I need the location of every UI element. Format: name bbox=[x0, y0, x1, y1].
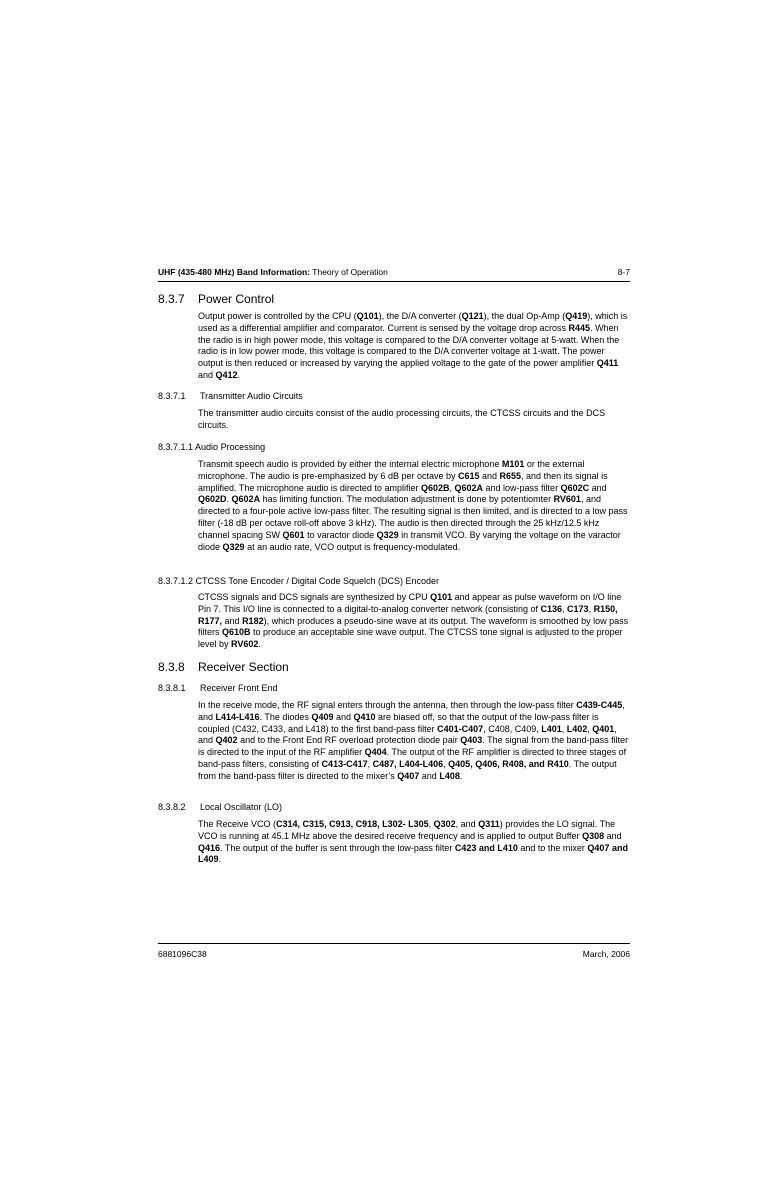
page-header bbox=[158, 266, 630, 278]
text-run: The Receive VCO ( bbox=[198, 819, 277, 829]
text-run: , bbox=[367, 758, 373, 769]
text-run: and to the mixer bbox=[517, 842, 588, 853]
text-run: , bbox=[443, 758, 449, 769]
text-run: has limiting function. The modulation adjustment is done by potentiomter bbox=[260, 494, 554, 505]
component-ref: Q601 bbox=[282, 529, 305, 540]
text-run: CTCSS signals and DCS signals are synthesized by CPU bbox=[198, 592, 431, 602]
component-ref: Q403 bbox=[460, 735, 483, 746]
text-run: . The signal from the band-pass filter is directed to the input of the RF amplifier bbox=[198, 735, 629, 758]
component-ref: C615 bbox=[457, 470, 480, 481]
component-ref: Q329 bbox=[222, 541, 245, 552]
subsection-number: 8.3.8.1 bbox=[158, 683, 186, 693]
component-ref: RV601 bbox=[553, 494, 581, 505]
component-ref: Q101 bbox=[430, 592, 453, 602]
text-run: and bbox=[589, 482, 607, 493]
component-ref: L414-L416 bbox=[215, 711, 260, 722]
component-ref: C136 bbox=[540, 603, 563, 614]
text-run: to varactor diode bbox=[304, 529, 377, 540]
page-footer bbox=[158, 948, 630, 960]
subsection-title: CTCSS Tone Encoder / Digital Code Squelch (DCS) Encoder bbox=[195, 576, 439, 586]
component-ref: C314, C315, C913, C918, L302- L305 bbox=[276, 819, 429, 829]
component-ref: Q101 bbox=[356, 311, 379, 321]
component-ref: Q407 and L409 bbox=[198, 842, 628, 865]
subsection-title: Audio Processing bbox=[195, 442, 266, 452]
component-ref: R182 bbox=[242, 615, 264, 626]
component-ref: Q311 bbox=[478, 819, 500, 829]
component-ref: Q329 bbox=[376, 529, 399, 540]
text-run: ), the dual Op-Amp ( bbox=[483, 311, 566, 321]
section-heading-receiver bbox=[158, 659, 289, 675]
component-ref: L401 bbox=[541, 723, 562, 734]
text-run: and bbox=[604, 830, 622, 841]
component-ref: C413-C417 bbox=[321, 758, 368, 769]
section-number: 8.3.8 bbox=[158, 660, 185, 674]
text-run: and bbox=[333, 711, 354, 722]
subsection-number: 8.3.7.1.1 bbox=[158, 442, 194, 452]
header-rule bbox=[158, 281, 630, 282]
paragraph-local-oscillator bbox=[198, 819, 630, 866]
subsection-number: 8.3.7.1.2 bbox=[158, 576, 194, 586]
section-title: Power Control bbox=[198, 292, 275, 306]
component-ref: L408 bbox=[439, 770, 460, 781]
subsection-heading-ctcss bbox=[158, 575, 439, 587]
text-run: . bbox=[459, 770, 463, 781]
component-ref: C487, L404-L406 bbox=[372, 758, 444, 769]
text-run: . bbox=[237, 369, 241, 380]
text-run: ), which is used as a differential amplifier and comparator. Current is sensed by the voltage drop across bbox=[198, 311, 628, 333]
text-run: or the external microphone. The audio is pre-emphasized by 6 dB per octave by bbox=[198, 459, 585, 481]
text-run: The transmitter audio circuits consist of the audio processing circuits, the CTCSS circuits and the DCS circuits. bbox=[198, 408, 606, 430]
text-run: are biased off, so that the output of the low-pass filter is coupled (C432, C433, and L418) to the first band-pass filter bbox=[198, 711, 599, 734]
component-ref: Q602A bbox=[231, 494, 261, 505]
component-ref: Q308 bbox=[582, 830, 605, 841]
text-run: Output power is controlled by the CPU ( bbox=[198, 311, 357, 321]
subsection-heading-audio-processing bbox=[158, 441, 265, 453]
text-run: . The output of the RF amplifier is directed to three stages of band-pass filters, consisting of bbox=[198, 747, 627, 769]
text-run: , and directed to a four-pole active low-pass filter. The resulting signal is then limited, and is directed to a low pass filter (-18 dB per octave roll-off above 3 kHz). The audio is then directed through the 25 kHz/12.5 kHz channel spacing SW bbox=[198, 494, 628, 540]
subsection-heading-rx-front-end bbox=[158, 682, 278, 694]
component-ref: Q405, Q406, R408, and R410 bbox=[448, 758, 569, 769]
text-run: , bbox=[562, 603, 568, 614]
component-ref: Q121 bbox=[461, 311, 484, 321]
component-ref: Q602D bbox=[198, 494, 227, 505]
text-run: and low-pass filter bbox=[483, 482, 561, 493]
section-title: Receiver Section bbox=[198, 660, 289, 674]
text-run: , bbox=[428, 819, 434, 829]
component-ref: Q407 bbox=[397, 770, 420, 781]
component-ref: Q602C bbox=[560, 482, 590, 493]
text-run: and bbox=[222, 615, 243, 626]
text-run: , bbox=[449, 482, 455, 493]
component-ref: Q410 bbox=[353, 711, 376, 722]
component-ref: R150, R177, bbox=[198, 603, 618, 626]
header-title-bold: UHF (435-480 MHz) Band Information: bbox=[158, 267, 311, 277]
subsection-number: 8.3.8.2 bbox=[158, 802, 186, 812]
component-ref: Q401 bbox=[592, 723, 615, 734]
text-run: . When the radio is in high power mode, this voltage is compared to the D/A converter voltage at 5-watt. When the radio is in low power mode, this voltage is compared to the D/A converter voltage at 1-watt. The power output is then reduced or increased by varying the applied voltage to the gate of the power amplifier bbox=[198, 322, 620, 369]
component-ref: C423 and L410 bbox=[454, 842, 518, 853]
text-run: , and then its signal is amplified. The microphone audio is directed to amplifier bbox=[198, 470, 608, 493]
text-run: , bbox=[588, 603, 594, 614]
text-run: . The diodes bbox=[259, 711, 312, 722]
component-ref: Q409 bbox=[311, 711, 334, 722]
component-ref: C173 bbox=[567, 603, 589, 614]
text-run: ), which produces a pseudo-sine wave at its output. The waveform is smoothed by low pass filters bbox=[198, 615, 629, 638]
text-run: , and bbox=[455, 819, 479, 829]
text-run: and bbox=[198, 369, 216, 380]
subsection-title: Receiver Front End bbox=[200, 683, 278, 693]
component-ref: RV602 bbox=[231, 639, 259, 650]
paragraph-rx-front-end bbox=[198, 700, 630, 783]
text-run: . The output of the buffer is sent through the low-pass filter bbox=[220, 842, 455, 853]
text-run: In the receive mode, the RF signal enters through the antenna, then through the low-pass filter bbox=[198, 700, 577, 710]
text-run: and bbox=[419, 770, 440, 781]
section-number: 8.3.7 bbox=[158, 292, 185, 306]
component-ref: M101 bbox=[501, 459, 525, 469]
subsection-heading-local-oscillator bbox=[158, 801, 282, 813]
text-run: and appear as pulse waveform on I/O line Pin 7. This I/O line is connected to a digital-to-analog converter network (consisting of bbox=[198, 592, 622, 614]
component-ref: Q404 bbox=[364, 747, 387, 758]
text-run: ), the D/A converter ( bbox=[378, 311, 462, 321]
header-page-number: 8-7 bbox=[617, 267, 630, 277]
paragraph-tx-audio bbox=[198, 408, 630, 432]
text-run: in transmit VCO. By varying the voltage on the varactor diode bbox=[198, 529, 621, 552]
text-run: , bbox=[561, 723, 567, 734]
component-ref: Q419 bbox=[565, 311, 588, 321]
subsection-heading-tx-audio bbox=[158, 390, 303, 402]
text-run: and to the Front End RF overload protection diode pair bbox=[237, 735, 461, 746]
text-run: . bbox=[218, 854, 222, 865]
component-ref: Q602B bbox=[420, 482, 450, 493]
component-ref: Q302 bbox=[433, 819, 456, 829]
component-ref: R445 bbox=[568, 322, 591, 333]
text-run: . bbox=[226, 494, 232, 505]
text-run: at an audio rate, VCO output is frequency-modulated. bbox=[244, 541, 461, 552]
paragraph-audio-processing bbox=[198, 459, 630, 553]
component-ref: C401-C407 bbox=[437, 723, 484, 734]
text-run: and bbox=[479, 470, 500, 481]
text-run: to produce an acceptable sine wave output. The CTCSS tone signal is adjusted to the proper level by bbox=[198, 627, 623, 650]
text-run: . The output from the band-pass filter is directed to the mixer’s bbox=[198, 758, 617, 781]
paragraph-power-control bbox=[198, 311, 630, 382]
text-run: , C408, C409, bbox=[483, 723, 542, 734]
text-run: ) provides the LO signal. The VCO is running at 45.1 MHz above the desired receive frequency and is applied to output Buffer bbox=[198, 819, 616, 841]
text-run: Transmit speech audio is provided by either the internal electric microphone bbox=[198, 459, 502, 469]
footer-date: March, 2006 bbox=[582, 949, 630, 959]
component-ref: L402 bbox=[566, 723, 588, 734]
subsection-title: Transmitter Audio Circuits bbox=[200, 391, 303, 401]
component-ref: Q402 bbox=[215, 735, 238, 746]
component-ref: R655 bbox=[499, 470, 522, 481]
component-ref: Q610B bbox=[222, 627, 251, 638]
text-run: , and bbox=[198, 700, 625, 722]
header-title-rest: Theory of Operation bbox=[310, 267, 388, 277]
component-ref: Q411 bbox=[596, 358, 619, 369]
text-run: . bbox=[258, 639, 261, 650]
section-heading-power-control bbox=[158, 291, 274, 307]
component-ref: Q412 bbox=[215, 369, 238, 380]
component-ref: Q602A bbox=[454, 482, 484, 493]
subsection-title: Local Oscillator (LO) bbox=[200, 802, 283, 812]
paragraph-ctcss bbox=[198, 592, 630, 651]
component-ref: C439-C445 bbox=[576, 700, 623, 710]
subsection-number: 8.3.7.1 bbox=[158, 391, 186, 401]
header-title bbox=[158, 266, 388, 278]
text-run: , bbox=[587, 723, 593, 734]
footer-doc-number: 6881096C38 bbox=[158, 949, 207, 959]
text-run: , and bbox=[198, 723, 617, 746]
component-ref: Q416 bbox=[198, 842, 221, 853]
footer-rule bbox=[158, 943, 630, 944]
